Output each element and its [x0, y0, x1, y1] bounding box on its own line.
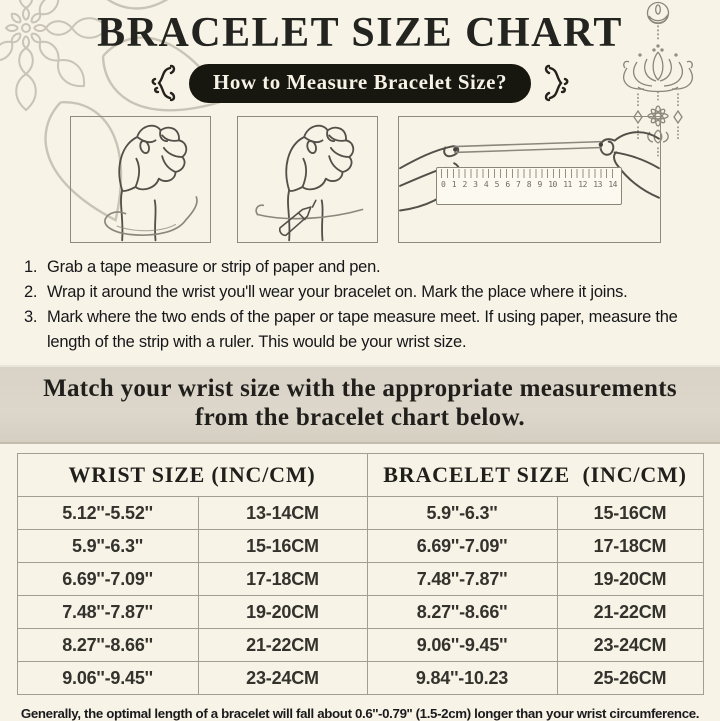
table-cell: 8.27''-8.66'': [367, 596, 557, 629]
banner-text: Match your wrist size with the appropriate measurements from the bracelet chart below.: [43, 375, 677, 432]
step-2: [24, 280, 706, 305]
table-cell: 19-20CM: [557, 563, 703, 596]
ruler-number: 8: [526, 180, 532, 190]
step-text: Grab a tape measure or strip of paper and pen.: [47, 258, 381, 277]
ruler-number: 5: [494, 180, 499, 190]
illustration-ruler-measure: [398, 116, 661, 243]
step-number: 1.: [24, 258, 38, 277]
table-cell: 9.84''-10.23: [367, 662, 557, 695]
table-row: [17, 497, 703, 530]
ruler-number: 2: [462, 180, 467, 190]
table-row: [17, 563, 703, 596]
table-cell: 6.69''-7.09'': [367, 530, 557, 563]
ruler-number: 6: [505, 180, 510, 190]
table-cell: 23-24CM: [198, 662, 367, 695]
step-text: Mark where the two ends of the paper or tape measure meet. If using paper, measure the length of the strip with a ruler. This would be your wrist size.: [47, 308, 678, 352]
table-cell: 9.06''-9.45'': [17, 662, 198, 695]
ruler: [436, 167, 622, 205]
table-cell: 9.06''-9.45'': [367, 629, 557, 662]
step-number: 3.: [24, 308, 38, 327]
table-cell: 19-20CM: [198, 596, 367, 629]
table-cell: 23-24CM: [557, 629, 703, 662]
table-header-row: [17, 454, 703, 497]
measuring-steps: [24, 255, 706, 355]
flourish-right-icon: [544, 63, 570, 103]
ruler-number: 11: [563, 180, 572, 190]
hand-with-tape-icon: [71, 117, 210, 242]
ruler-number: 0: [441, 180, 446, 190]
table-cell: 6.69''-7.09'': [17, 563, 198, 596]
ruler-numbers: [437, 178, 621, 189]
table-row: [17, 662, 703, 695]
ruler-number: 9: [537, 180, 542, 190]
table-cell: 7.48''-7.87'': [17, 596, 198, 629]
table-cell: 8.27''-8.66'': [17, 629, 198, 662]
table-cell: 17-18CM: [557, 530, 703, 563]
ruler-number: 12: [578, 180, 587, 190]
how-to-illustrations: [0, 116, 720, 245]
table-cell: 15-16CM: [198, 530, 367, 563]
bracelet-size-header: BRACELET SIZE (INC/CM): [367, 454, 703, 497]
flourish-left-icon: [150, 63, 176, 103]
table-cell: 5.9''-6.3'': [367, 497, 557, 530]
step-number: 2.: [24, 283, 38, 302]
match-size-banner: [0, 365, 720, 444]
size-table-body: [17, 497, 703, 695]
size-chart-table: [17, 453, 704, 695]
ruler-number: 13: [593, 180, 602, 190]
page-title: BRACELET SIZE CHART: [97, 10, 623, 56]
wrist-size-header: WRIST SIZE (INC/CM): [17, 454, 367, 497]
footer-note: Generally, the optimal length of a bracelet will fall about 0.6''-0.79'' (1.5-2cm) longer than your wrist circumference.: [20, 706, 700, 721]
ruler-number: 4: [483, 180, 489, 190]
ruler-number: 1: [451, 180, 457, 190]
table-cell: 25-26CM: [557, 662, 703, 695]
illustration-wrap-tape: [70, 116, 211, 243]
how-to-badge-row: [0, 63, 720, 103]
how-to-badge: How to Measure Bracelet Size?: [189, 64, 531, 103]
ruler-number: 3: [473, 180, 478, 190]
ruler-number: 7: [516, 180, 521, 190]
step-text: Wrap it around the wrist you'll wear your bracelet on. Mark the place where it joins.: [47, 283, 628, 302]
ruler-number: 14: [608, 180, 617, 190]
table-cell: 21-22CM: [557, 596, 703, 629]
illustration-mark-pen: [237, 116, 378, 243]
ruler-number: 10: [548, 180, 557, 190]
table-cell: 5.12''-5.52'': [17, 497, 198, 530]
table-cell: 13-14CM: [198, 497, 367, 530]
table-cell: 21-22CM: [198, 629, 367, 662]
table-cell: 7.48''-7.87'': [367, 563, 557, 596]
table-row: [17, 629, 703, 662]
table-cell: 17-18CM: [198, 563, 367, 596]
table-row: [17, 596, 703, 629]
table-cell: 5.9''-6.3'': [17, 530, 198, 563]
hand-with-pen-icon: [238, 117, 377, 242]
table-cell: 15-16CM: [557, 497, 703, 530]
ruler-ticks: [441, 169, 617, 178]
table-row: [17, 530, 703, 563]
step-3: [24, 305, 706, 355]
step-1: [24, 255, 706, 280]
